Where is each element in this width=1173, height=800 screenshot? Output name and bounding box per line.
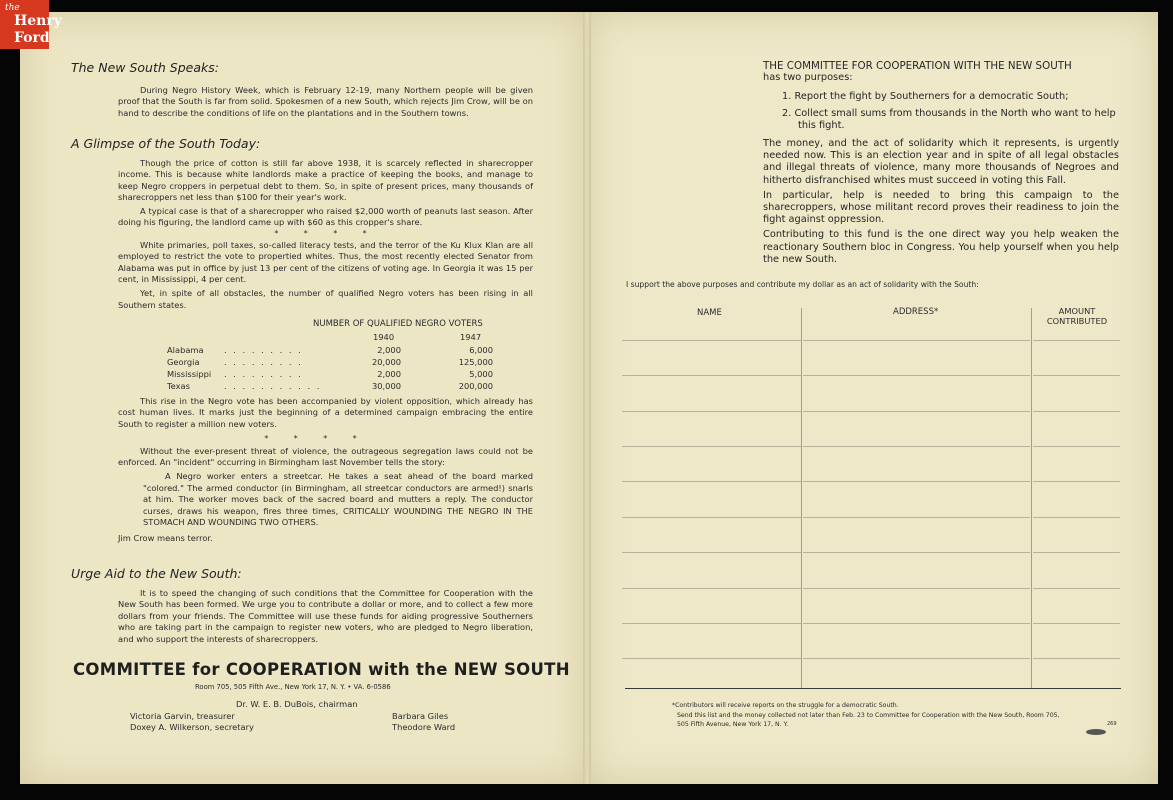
ledger-entry-line[interactable] (1033, 658, 1120, 659)
section3-body (118, 588, 533, 645)
committee-name: COMMITTEE for COOPERATION with the NEW SOUTH (73, 660, 570, 679)
right-subtitle: has two purposes: (763, 72, 853, 83)
secretary: Doxey A. Wilkerson, secretary (130, 722, 254, 732)
ledger-divider-address-amount (1031, 308, 1032, 688)
ledger-entry-line[interactable] (622, 340, 801, 341)
section2-body-bottom (118, 396, 533, 545)
ledger-entry-line[interactable] (803, 552, 1030, 553)
ledger-entry-line[interactable] (622, 588, 801, 589)
ledger-entry-line[interactable] (622, 623, 801, 624)
ledger-entry-line[interactable] (622, 446, 801, 447)
section-heading-urge-aid: Urge Aid to the New South: (71, 566, 242, 581)
closing-line: Jim Crow means terror. (118, 533, 213, 544)
ledger-entry-line[interactable] (803, 658, 1030, 659)
chairman: Dr. W. E. B. DuBois, chairman (236, 699, 358, 709)
table-row: Texas . . . . . . . . . . . 30,000 200,000 (167, 381, 493, 391)
ledger-divider-name-address (801, 308, 802, 688)
ledger-entry-line[interactable] (803, 623, 1030, 624)
paragraph: In particular, help is needed to bring this campaign to the sharecroppers, whose militant record proves their readiness to join the fight against oppression. (763, 189, 1119, 226)
ledger-entry-line[interactable] (1033, 340, 1120, 341)
member-theodore-ward: Theodore Ward (392, 722, 456, 732)
voters-table (166, 344, 494, 392)
pledge-statement: I support the above purposes and contribute my dollar as an act of solidarity with the South: (626, 280, 979, 289)
paragraph: Yet, in spite of all obstacles, the number of qualified Negro voters has been rising in all Southern states. (118, 288, 533, 310)
birmingham-quote: A Negro worker enters a streetcar. He takes a seat ahead of the board marked "colored." The armed conductor (in Birmingham, all streetcar conductors are armed!) snarls at him. The worker moves back of the sacred board and mutters a reply. The conductor curses, draws his weapon, fires three times, CRITICALLY WOUNDING THE NEGRO IN THE STOMACH AND WOUNDING TWO OTHERS. (143, 471, 533, 528)
ledger-entry-line[interactable] (622, 411, 801, 412)
voters-table-title: NUMBER OF QUALIFIED NEGRO VOTERS (313, 319, 483, 329)
ledger-entry-line[interactable] (622, 517, 801, 518)
ledger-bottom-rule (625, 688, 1121, 689)
ledger-entry-line[interactable] (803, 517, 1030, 518)
section-divider-stars: * * * * (264, 434, 357, 444)
ledger-entry-line[interactable] (622, 552, 801, 553)
section2-body-top (118, 158, 533, 311)
paragraph: Contributing to this fund is the one direct way you help weaken the reactionary Southern bloc in Congress. You help yourself when you help the new South. (763, 229, 1119, 265)
section-divider-stars: * * * * (274, 229, 367, 239)
purpose-2: 2. Collect small sums from thousands in the North who want to help (782, 108, 1116, 119)
ledger-entry-line[interactable] (1033, 411, 1120, 412)
member-barbara-giles: Barbara Giles (392, 711, 449, 721)
voters-table-col-1940: 1940 (373, 332, 395, 342)
paragraph: It is to speed the changing of such conditions that the Committee for Cooperation with the New South has been formed. We urge you to contribute a dollar or more, and to collect a few more dollars from your friends. The Committee will use these funds for aiding progressive Southerners who are taking part in the campaign to register new voters, who are pledged to Negro liberation, and who support the interests of sharecroppers. (118, 588, 533, 644)
ledger-entry-line[interactable] (803, 340, 1030, 341)
henry-ford-logo: the Henry Ford (0, 0, 49, 49)
table-row: Alabama . . . . . . . . . 2,000 6,000 (167, 345, 493, 355)
purpose-2-cont: this fight. (798, 120, 845, 131)
footnote-address: 505 Fifth Avenue, New York 17, N. Y. (677, 721, 789, 728)
ledger-entry-line[interactable] (622, 481, 801, 482)
ledger-entry-line[interactable] (1033, 446, 1120, 447)
committee-address: Room 705, 505 Fifth Ave., New York 17, N. Y. • VA. 6-0586 (195, 683, 391, 691)
center-fold (583, 12, 591, 784)
paragraph: Though the price of cotton is still far above 1938, it is scarcely reflected in sharecropper income. This is because white landlords make a practice of keeping the books, and manage to keep Negro croppers in perpetual debt to them. So, in spite of present prices, many thousands of sharecroppers net less than $100 for their year's work. (118, 158, 533, 203)
ledger-entry-line[interactable] (803, 375, 1030, 376)
ledger-entry-line[interactable] (803, 481, 1030, 482)
footnote-contributors: *Contributors will receive reports on the struggle for a democratic South. (672, 702, 899, 709)
paragraph: White primaries, poll taxes, so-called literacy tests, and the terror of the Ku Klux Klan are all employed to restrict the vote to propertied whites. Thus, the most recently elected Senator from Alabama was put in office by just 13 per cent of the citizens of voting age. In Georgia it was 15 per cent, in Mississippi, 4 per cent. (118, 239, 533, 285)
paragraph: During Negro History Week, which is February 12-19, many Northern people will be given proof that the South is far from solid. Spokesmen of a new South, which rejects Jim Crow, will be on hand to describe the conditions of life on the plantations and in the Southern towns. (118, 85, 533, 118)
ledger-entry-line[interactable] (1033, 517, 1120, 518)
ledger-entry-line[interactable] (1033, 588, 1120, 589)
column-header-address: ADDRESS* (893, 307, 939, 317)
paragraph: Without the ever-present threat of violence, the outrageous segregation laws could not be enforced. An "incident" occurring in Birmingham last November tells the story: (118, 445, 533, 468)
purpose-1: 1. Report the fight by Southerners for a democratic South; (782, 91, 1069, 102)
voters-table-col-1947: 1947 (460, 332, 482, 342)
right-page (588, 12, 1158, 784)
ledger-entry-line[interactable] (1033, 552, 1120, 553)
ledger-entry-line[interactable] (622, 658, 801, 659)
column-header-amount: AMOUNT CONTRIBUTED (1046, 306, 1108, 326)
paragraph: The money, and the act of solidarity which it represents, is urgently needed now. This is an election year and in spite of all legal obstacles and illegal threats of violence, many more thousands of Negroes and hitherto disfranchised whites must succeed in voting this Fall. (763, 138, 1119, 186)
right-body (763, 138, 1119, 266)
paragraph: A typical case is that of a sharecropper who raised $2,000 worth of peanuts last season. After doing his figuring, the landlord came up with $60 as this cropper's share. (118, 205, 533, 228)
ledger-entry-line[interactable] (1033, 481, 1120, 482)
table-row: Georgia . . . . . . . . . 20,000 125,000 (167, 357, 493, 367)
ledger-entry-line[interactable] (622, 375, 801, 376)
column-header-name: NAME (697, 308, 722, 318)
right-title: THE COMMITTEE FOR COOPERATION WITH THE NEW SOUTH (763, 60, 1072, 72)
footnote-send-list: Send this list and the money collected not later than Feb. 23 to Committee for Cooperation with the New South, Room 705, (677, 712, 1060, 719)
union-bug-icon: 269 (1085, 721, 1115, 729)
section-heading-new-south-speaks: The New South Speaks: (71, 60, 219, 75)
ledger-entry-line[interactable] (803, 411, 1030, 412)
ledger-entry-line[interactable] (1033, 623, 1120, 624)
section1-body (118, 85, 533, 119)
paragraph: This rise in the Negro vote has been accompanied by violent opposition, which already has cost human lives. It marks just the beginning of a determined campaign embracing the entire South to register a million new voters. (118, 396, 533, 429)
section-heading-glimpse: A Glimpse of the South Today: (71, 136, 261, 151)
table-row: Mississippi . . . . . . . . . 2,000 5,000 (167, 369, 493, 379)
ledger-entry-line[interactable] (803, 588, 1030, 589)
ledger-entry-line[interactable] (803, 446, 1030, 447)
treasurer: Victoria Garvin, treasurer (130, 711, 235, 721)
ledger-entry-line[interactable] (1033, 375, 1120, 376)
